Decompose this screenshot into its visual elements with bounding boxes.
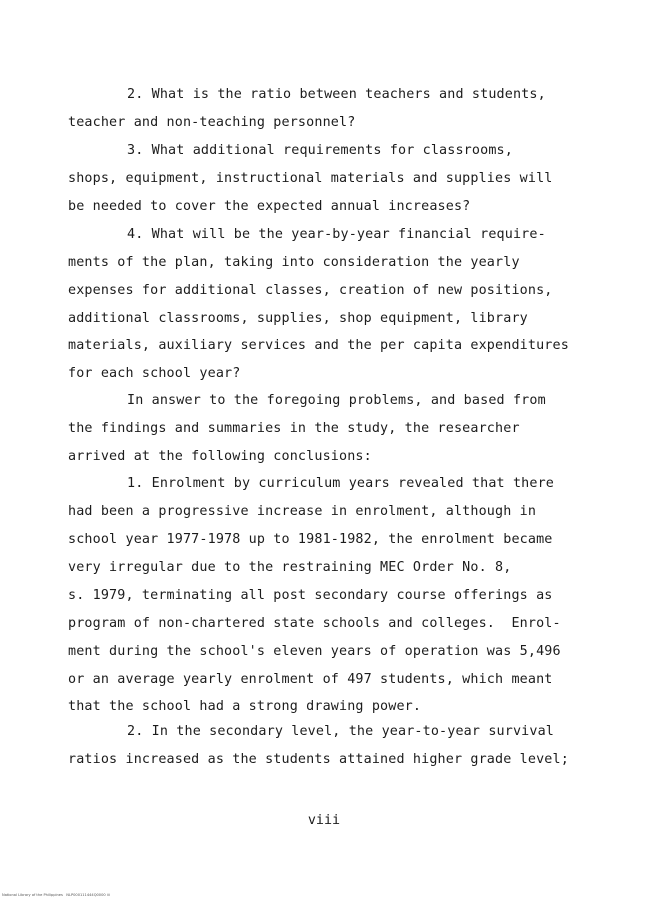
text-line: arrived at the following conclusions:	[68, 449, 372, 464]
text-line: teacher and non-teaching personnel?	[68, 115, 356, 130]
text-line: 2. In the secondary level, the year-to-year survival	[127, 724, 555, 739]
text-line: s. 1979, terminating all post secondary course offerings as	[68, 588, 553, 603]
page-number: viii	[307, 813, 341, 828]
text-line: materials, auxiliary services and the per capita expenditures	[68, 338, 569, 353]
text-line: had been a progressive increase in enrolment, although in	[68, 504, 537, 519]
text-line: 1. Enrolment by curriculum years revealed that there	[127, 476, 555, 491]
text-line: ments of the plan, taking into consideration the yearly	[68, 255, 520, 270]
text-line: for each school year?	[68, 366, 241, 381]
text-line: 4. What will be the year-by-year financial require-	[127, 227, 546, 242]
text-line: shops, equipment, instructional materials and supplies will	[68, 171, 553, 186]
text-line: ment during the school's eleven years of operation was 5,496	[68, 644, 561, 659]
text-line: 3. What additional requirements for classrooms,	[127, 143, 513, 158]
text-line: that the school had a strong drawing power.	[68, 699, 422, 714]
text-line: program of non-chartered state schools and colleges. Enrol-	[68, 616, 561, 631]
text-line: In answer to the foregoing problems, and based from	[127, 393, 546, 408]
text-line: the findings and summaries in the study, the researcher	[68, 421, 520, 436]
text-line: 2. What is the ratio between teachers and students,	[127, 87, 546, 102]
text-line: expenses for additional classes, creation of new positions,	[68, 283, 553, 298]
archive-footer: National Library of the Philippines NLP000111444Q0000 iii	[2, 893, 110, 897]
text-line: or an average yearly enrolment of 497 students, which meant	[68, 672, 553, 687]
text-line: additional classrooms, supplies, shop equipment, library	[68, 311, 528, 326]
text-line: school year 1977-1978 up to 1981-1982, the enrolment became	[68, 532, 553, 547]
text-line: be needed to cover the expected annual increases?	[68, 199, 471, 214]
text-line: very irregular due to the restraining MEC Order No. 8,	[68, 560, 512, 575]
text-line: ratios increased as the students attained higher grade level;	[68, 752, 569, 767]
